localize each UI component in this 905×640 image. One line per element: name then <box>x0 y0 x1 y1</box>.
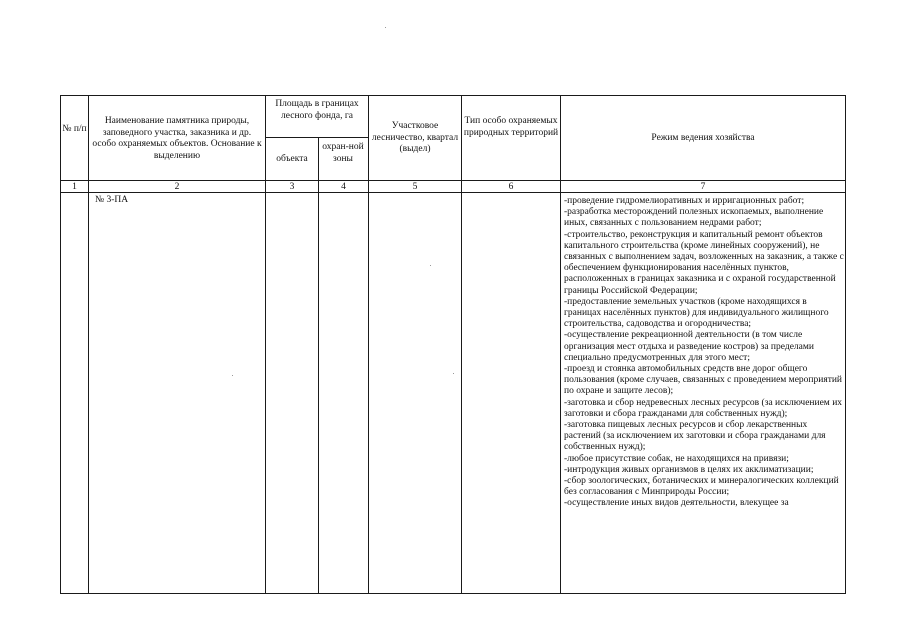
regime-item: -заготовка пищевых лесных ресурсов и сбор лекарственных растений (за исключением их заготовки и сбора гражданами для собственных нужд); <box>564 420 826 453</box>
col-border-2 <box>265 95 266 594</box>
col-number-6: 6 <box>508 182 514 192</box>
scan-speck <box>385 27 386 28</box>
header-col-object: объекта <box>276 154 308 164</box>
header-col-type: Тип особо охраняемых природных территорий <box>463 116 559 138</box>
scan-speck <box>430 265 431 266</box>
col-number-7: 7 <box>700 182 706 192</box>
col-border-left <box>60 95 61 594</box>
regime-item: -сбор зоологических, ботанических и минералогических коллекций без согласования с Минприроды России; <box>564 476 839 498</box>
regime-item: -проведение гидромелиоративных и ирригационных работ; <box>564 196 805 206</box>
regime-item: -осуществление рекреационной деятельности (в том числе организация мест отдыха и разведение костров) за пределами специально предусмотренных для этого мест; <box>564 330 814 363</box>
header-col-number: № п/п <box>62 124 87 134</box>
col-number-3: 3 <box>289 182 295 192</box>
header-area-group: Площадь в границах лесного фонда, га <box>275 99 359 121</box>
col-number-4: 4 <box>341 182 346 192</box>
regime-item: -осуществление иных видов деятельности, влекущее за <box>564 498 789 509</box>
regime-item: -строительство, реконструкция и капитальный ремонт объектов капитального строительства (кроме линейных сооружений), не связанных с выполнением задач, возложенных на заказник, а также с обеспечением функционирования населённых пунктов, расположенных в границах заказника и с охраной государственной границы Российской Федерации; <box>564 229 844 296</box>
row-object-name: № 3-ПА <box>95 195 129 205</box>
header-col-forestry: Участковое лесничество, квартал (выдел) <box>371 121 459 154</box>
scan-speck <box>232 375 233 376</box>
col-border-4 <box>368 95 369 594</box>
col-number-2: 2 <box>174 182 180 192</box>
header-bottom-border <box>60 180 846 181</box>
table-top-border <box>60 95 846 96</box>
col-border-6 <box>560 95 561 594</box>
regime-item: -разработка месторождений полезных ископаемых, выполнение иных, связанных с пользованием недрами работ; <box>564 207 824 229</box>
regime-item: -проезд и стоянка автомобильных средств вне дорог общего пользования (кроме случаев, связанных с проведением мероприятий по охране и защите лесов); <box>564 364 843 397</box>
area-group-divider <box>265 137 368 138</box>
col-border-3 <box>318 137 319 594</box>
table-bottom-border <box>60 593 846 594</box>
col-number-5: 5 <box>412 182 418 192</box>
regime-item: -предоставление земельных участков (кроме находящихся в границах населённых пунктов) для индивидуального жилищного строительства, садоводства и огородничества; <box>564 296 829 330</box>
regime-item: -заготовка и сбор недревесных лесных ресурсов (за исключением их заготовки и сбора гражданами для собственных нужд); <box>564 397 843 419</box>
header-col-regime: Режим ведения хозяйства <box>651 133 755 143</box>
col-number-1: 1 <box>72 182 77 192</box>
col-border-5 <box>461 95 462 594</box>
regime-item: -интродукция живых организмов в целях их акклиматизации; <box>564 464 814 475</box>
regime-list <box>564 196 846 510</box>
header-col-protection-zone: охран-ной зоны <box>322 142 364 164</box>
header-col-name: Наименование памятника природы, заповедного участка, заказника и др. особо охраняемых объектов. Основание к выделению <box>92 116 262 161</box>
regime-item: -любое присутствие собак, не находящихся на привязи; <box>564 453 789 464</box>
scan-speck <box>453 373 454 374</box>
col-border-1 <box>88 95 89 594</box>
